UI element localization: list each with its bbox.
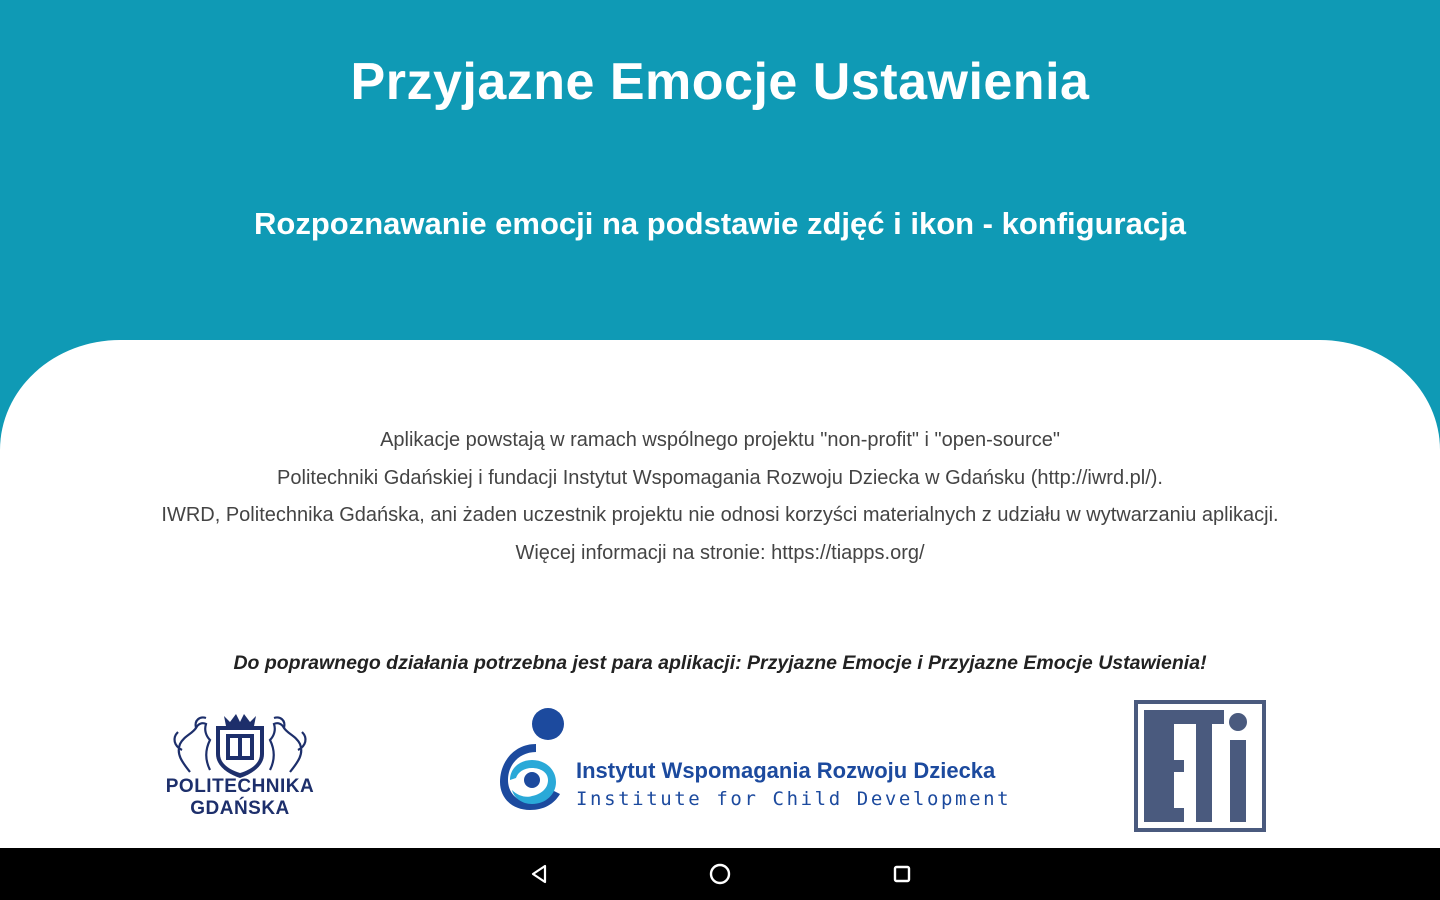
politechnika-line-1: POLITECHNIKA — [165, 776, 315, 797]
back-triangle-icon — [528, 863, 550, 885]
iwrd-name: Instytut Wspomagania Rozwoju Dziecka — [576, 758, 996, 783]
nav-back-button[interactable] — [523, 858, 555, 890]
project-info — [0, 422, 1440, 572]
eti-logo-icon — [1134, 700, 1266, 832]
info-line-1: Aplikacje powstają w ramach wspólnego projektu "non-profit" i "open-source" — [380, 429, 1060, 451]
recents-square-icon — [891, 863, 913, 885]
nav-home-button[interactable] — [704, 858, 736, 890]
info-line-2: Politechniki Gdańskiej i fundacji Instytut Wspomagania Rozwoju Dziecka w Gdańsku (http://iwrd.pl/). — [277, 466, 1163, 489]
header-banner — [0, 0, 1440, 360]
requirement-notice: Do poprawnego działania potrzebna jest para aplikacji: Przyjazne Emocje i Przyjazne Emocje Ustawienia! — [233, 652, 1207, 674]
iwrd-mother-child-icon — [496, 708, 576, 818]
eti-logo — [1134, 700, 1266, 832]
nav-recents-button[interactable] — [886, 858, 918, 890]
info-line-4: Więcej informacji na stronie: https://tiapps.org/ — [515, 541, 925, 564]
content-panel — [0, 340, 1440, 848]
info-line-3: IWRD, Politechnika Gdańska, ani żaden uczestnik projektu nie odnosi korzyści materialnych z udziału w wytwarzaniu aplikacji. — [161, 504, 1279, 526]
system-navigation-bar — [0, 848, 1440, 900]
politechnika-crest-icon — [160, 710, 320, 780]
app-title: Przyjazne Emocje Ustawienia — [350, 53, 1090, 111]
iwrd-logo — [496, 708, 1012, 818]
politechnika-line-2: GDAŃSKA — [190, 798, 290, 819]
politechnika-logo — [160, 710, 320, 825]
home-circle-icon — [708, 862, 732, 886]
iwrd-english-name: Institute for Child Development — [576, 788, 1012, 810]
app-subtitle: Rozpoznawanie emocji na podstawie zdjęć i ikon - konfiguracja — [254, 206, 1186, 241]
